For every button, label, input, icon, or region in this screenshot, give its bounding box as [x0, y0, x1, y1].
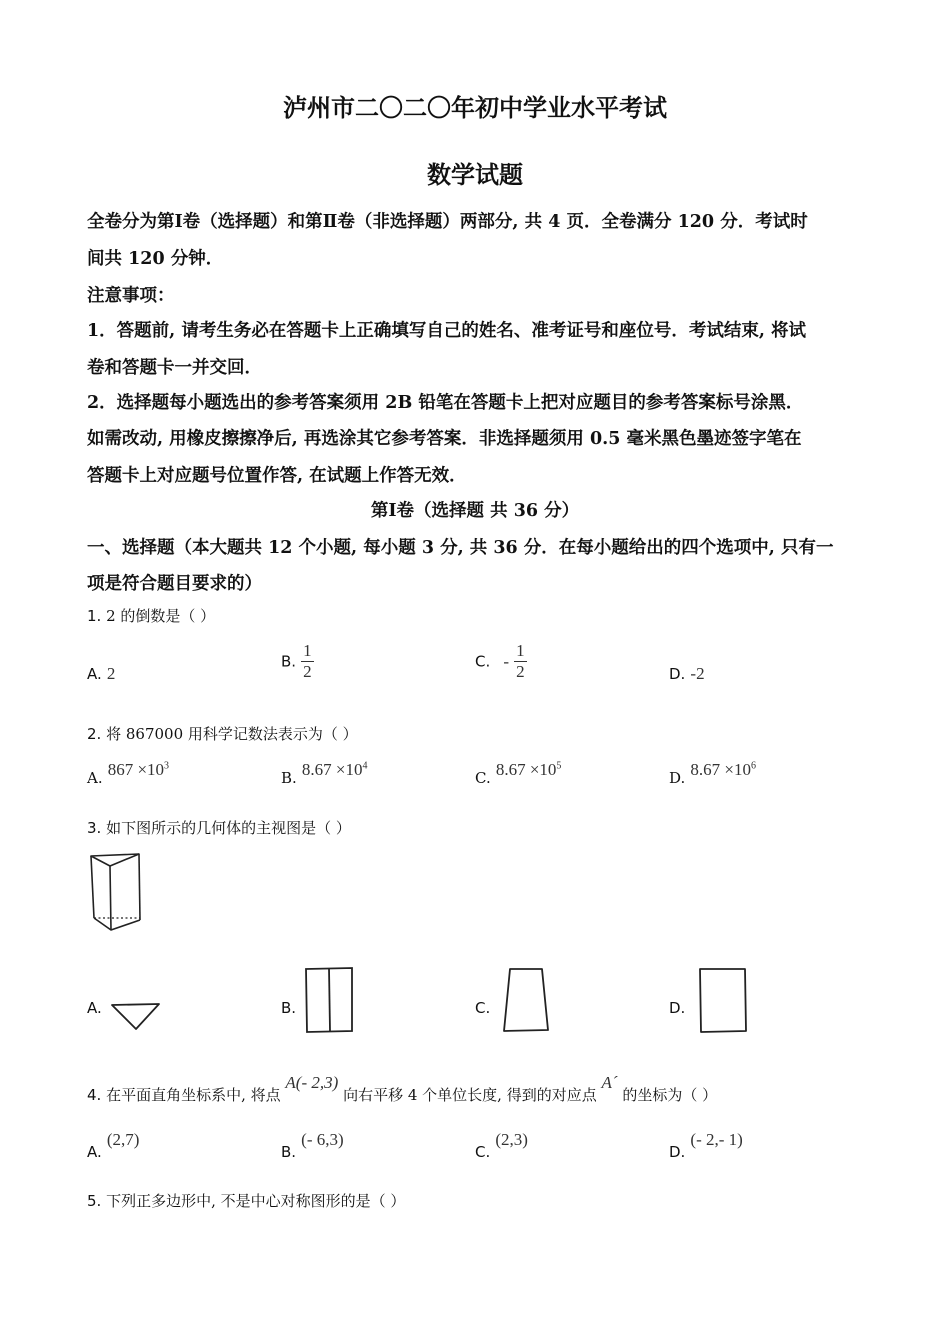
exponent: 3 [164, 760, 170, 772]
triangular-prism-figure [88, 850, 144, 936]
q1-option-c[interactable] [475, 641, 527, 682]
option-label: A. [87, 769, 103, 787]
base: 8.67 ×10 [690, 760, 751, 779]
option-label: B. [281, 652, 297, 671]
q3-option-a-triangle-view[interactable] [110, 1002, 162, 1032]
option-value: -2 [690, 664, 705, 683]
option-label: C. [475, 1143, 491, 1161]
question-number: 5. [87, 1192, 102, 1210]
q2-option-b[interactable] [281, 760, 368, 787]
question-number: 2. [87, 725, 102, 743]
option-value [108, 760, 169, 779]
intro-line: 间共 120 分钟． [87, 249, 224, 269]
option-value: (- 6,3) [301, 1130, 344, 1149]
option-value: 2 [106, 664, 116, 683]
minus-sign: - [503, 651, 510, 671]
question-stem: 下列正多边形中, 不是中心对称图形的是（ ） [106, 1192, 406, 1210]
fraction [514, 641, 527, 682]
q2-option-c[interactable] [475, 760, 562, 787]
q3-option-a-label[interactable]: A. [87, 999, 102, 1017]
q4-option-a[interactable] [87, 1130, 140, 1161]
q3-option-c-trapezoid-view[interactable] [500, 966, 554, 1034]
option-value [302, 760, 368, 779]
exponent: 6 [750, 760, 756, 772]
option-value [496, 760, 562, 779]
denominator: 2 [303, 662, 312, 681]
exponent: 5 [556, 760, 562, 772]
denominator: 2 [516, 662, 525, 681]
note-line: 答题卡上对应题号位置作答, 在试题上作答无效． [87, 466, 467, 486]
section-instruction: 一、选择题（本大题共 12 个小题, 每小题 3 分, 共 36 分．在每小题给出的四个选项中, 只有一 [87, 538, 834, 558]
option-label: A. [87, 1143, 102, 1161]
question-stem: 2 的倒数是（ ） [106, 607, 216, 625]
note-line: 卷和答题卡一并交回． [87, 358, 262, 378]
q1-option-d[interactable] [669, 664, 705, 684]
question-number: 3. [87, 819, 102, 837]
question-3 [87, 817, 351, 838]
q4-option-d[interactable] [669, 1130, 743, 1161]
q2-option-d[interactable] [669, 760, 756, 787]
exponent: 4 [362, 760, 368, 772]
fraction [301, 641, 314, 682]
question-1 [87, 605, 215, 626]
option-value: (2,7) [106, 1130, 140, 1149]
numerator: 1 [303, 641, 312, 660]
q2-option-a[interactable] [87, 760, 170, 787]
option-label: D. [669, 665, 686, 683]
question-5 [87, 1190, 405, 1211]
option-label: D. [669, 769, 686, 787]
point-a: A(- 2,3) [285, 1073, 339, 1092]
q4-option-b[interactable] [281, 1130, 344, 1161]
q3-option-d-label[interactable]: D. [669, 999, 686, 1017]
numerator: 1 [516, 641, 525, 660]
intro-line: 全卷分为第Ⅰ卷（选择题）和第Ⅱ卷（非选择题）两部分, 共 4 页．全卷满分 120 分．考试时 [87, 212, 808, 232]
question-stem: 向右平移 4 个单位长度, 得到的对应点 [343, 1086, 597, 1104]
note-line: 2．选择题每小题选出的参考答案须用 2B 铅笔在答题卡上把对应题目的参考答案标号涂黑． [87, 393, 804, 413]
question-stem: 在平面直角坐标系中, 将点 [106, 1086, 281, 1104]
q1-option-b[interactable] [281, 641, 314, 682]
q3-option-d-rect-view[interactable] [696, 966, 750, 1036]
subject-title: 数学试题 [427, 160, 523, 189]
point-a-prime: A´ [601, 1073, 618, 1092]
option-label: A. [87, 665, 102, 683]
question-stem: 将 867000 用科学记数法表示为（ ） [106, 725, 358, 743]
section-instruction: 项是符合题目要求的） [87, 574, 262, 594]
option-label: C. [475, 652, 491, 671]
part1-heading: 第Ⅰ卷（选择题 共 36 分） [370, 501, 580, 521]
option-label: B. [281, 769, 297, 787]
q3-option-c-label[interactable]: C. [475, 999, 491, 1017]
option-label: B. [281, 1143, 297, 1161]
option-value: (- 2,- 1) [690, 1130, 743, 1149]
q3-option-b-label[interactable]: B. [281, 999, 297, 1017]
q4-option-c[interactable] [475, 1130, 528, 1161]
q1-option-a[interactable] [87, 664, 115, 684]
option-label: D. [669, 1143, 686, 1161]
base: 867 ×10 [107, 760, 165, 779]
option-label: C. [475, 769, 491, 787]
question-number: 4. [87, 1086, 102, 1104]
question-2 [87, 723, 358, 744]
exam-title: 泸州市二〇二〇年初中学业水平考试 [283, 93, 667, 122]
q3-option-b-double-rect-view[interactable] [302, 965, 356, 1035]
question-4 [87, 1072, 718, 1104]
notes-heading: 注意事项： [87, 286, 175, 306]
note-line: 1．答题前, 请考生务必在答题卡上正确填写自己的姓名、准考证号和座位号．考试结束, 将试 [87, 321, 807, 341]
note-line: 如需改动, 用橡皮擦擦净后, 再选涂其它参考答案．非选择题须用 0.5 毫米黑色墨迹签字笔在 [87, 429, 802, 449]
option-value: (2,3) [495, 1130, 528, 1149]
question-stem: 的坐标为（ ） [622, 1086, 718, 1104]
base: 8.67 ×10 [301, 760, 363, 779]
base: 8.67 ×10 [495, 760, 557, 779]
question-stem: 如下图所示的几何体的主视图是（ ） [106, 819, 351, 837]
question-number: 1. [87, 607, 102, 625]
option-value [690, 760, 756, 779]
